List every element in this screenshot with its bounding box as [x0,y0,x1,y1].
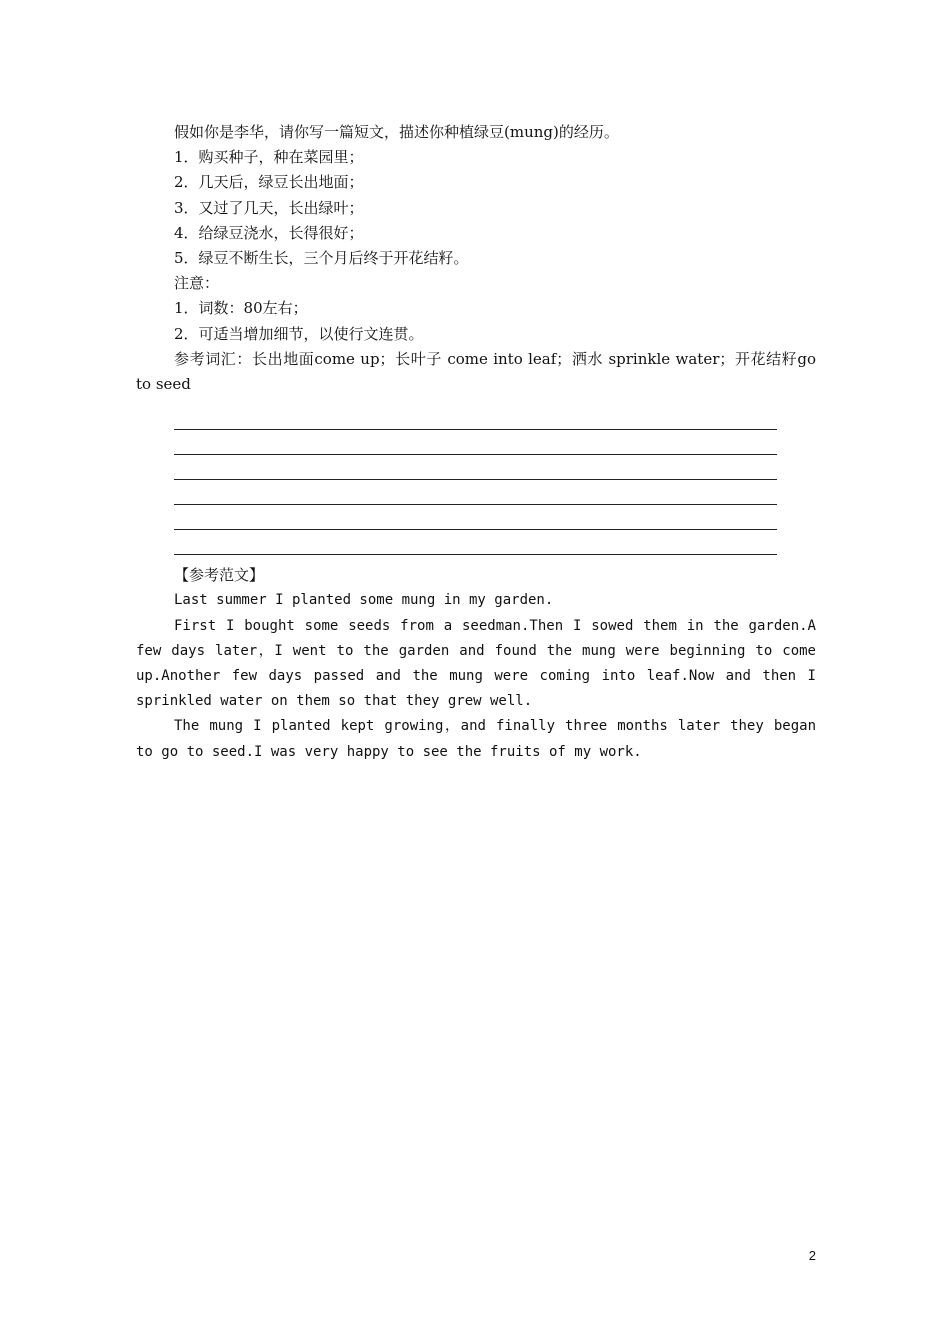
answer-line [174,405,777,430]
task-point: 2．几天后，绿豆长出地面； [174,173,364,192]
page-content [136,120,816,765]
answer-line [174,430,777,455]
task-point: 1．购买种子，种在菜园里； [174,148,364,167]
sample-paragraph: The mung I planted kept growing，and finally three months later they began to go to seed.I was very happy to see the fruits of my work. [136,718,816,760]
answer-line [174,455,777,480]
sample-paragraph: Last summer I planted some mung in my garden. [174,592,554,609]
answer-line [174,480,777,505]
task-prompt: 假如你是李华，请你写一篇短文，描述你种植绿豆(mung)的经历。 [174,123,619,141]
task-point: 5．绿豆不断生长，三个月后终于开花结籽。 [174,249,469,268]
answer-lines [174,405,777,555]
sample-paragraph: First I bought some seeds from a seedman.Then I sowed them in the garden.A few days later，I went to the garden and found the mung were beginning to come up.Another few days passed and the mung were coming into leaf.Now and then I sprinkled water on them so that they grew well. [136,617,816,710]
task-point: 3．又过了几天，长出绿叶； [174,198,364,217]
answer-line [174,505,777,530]
task-point: 4．给绿豆浇水，长得很好； [174,223,364,242]
notice-item: 2．可适当增加细节，以使行文连贯。 [174,324,424,343]
reference-vocabulary: 参考词汇：长出地面come up；长叶子 come into leaf；洒水 sprinkle water；开花结籽go to seed [136,349,816,394]
page-number: 2 [808,1248,816,1263]
sample-title: 【参考范文】 [174,566,265,585]
notice-title: 注意： [174,274,220,293]
notice-item: 1．词数：80左右； [174,299,308,318]
answer-line [174,530,777,555]
